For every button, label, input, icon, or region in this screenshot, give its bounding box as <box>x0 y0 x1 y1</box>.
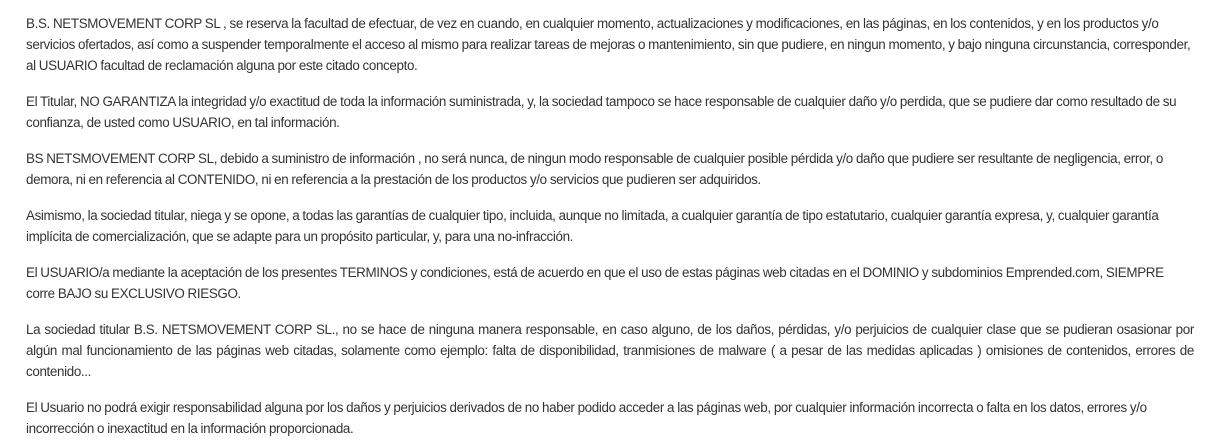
paragraph-user-risk: El USUARIO/a mediante la aceptación de los presentes TERMINOS y condiciones, está de acuerdo en que el uso de estas páginas web citadas en el DOMINIO y subdominios Emprended.com, SIEMPRE corre BAJO su EXCLUSIVO RIESGO. <box>26 265 1164 301</box>
paragraph-warranty-disclaimer: Asimismo, la sociedad titular, niega y se opone, a todas las garantías de cualquier tipo, incluida, aunque no limitada, a cualquier garantía de tipo estatutario, cualquier garantía expresa, y, cualquier garantía implícita de comercialización, que se adapte para un propósito particular, y, para una no-infracción. <box>26 208 1159 244</box>
paragraph-user-claims: El Usuario no podrá exigir responsabilidad alguna por los daños y perjuicios derivados de no haber podido acceder a las páginas web, por cualquier información incorrecta o falta en los datos, errores y/o incorrección o inexactitud en la información proporcionada. <box>26 400 1147 436</box>
paragraph-no-guarantee: El Titular, NO GARANTIZA la integridad y/o exactitud de toda la información suministrada, y, la sociedad tampoco se hace responsable de cualquier daño y/o perdida, que se pudiere dar como resultado de su confianza, de usted como USUARIO, en tal información. <box>26 94 1177 130</box>
paragraph-information-liability: BS NETSMOVEMENT CORP SL, debido a suministro de información , no será nunca, de ningun modo responsable de cualquier posible pérdida y/o daño que pudiere ser resultante de negligencia, error, o demora, ni en referencia al CONTENIDO, ni en referencia a la prestación de los productos y/o servicios que pudieren ser adquiridos. <box>26 151 1163 187</box>
paragraph-damages-liability: La sociedad titular B.S. NETSMOVEMENT CORP SL., no se hace de ninguna manera responsable, en caso alguno, de los daños, pérdidas, y/o perjuicios de cualquier clase que se pudieran osasionar por algún mal funcionamiento de las páginas web citadas, solamente como ejemplo: falta de disponibilidad, tranmisiones de malware ( a pesar de las medidas aplicadas ) omisiones de contenidos, errores de contenido... <box>26 322 1194 379</box>
paragraph-updates-modifications: B.S. NETSMOVEMENT CORP SL , se reserva la facultad de efectuar, de vez en cuando, en cualquier momento, actualizaciones y modificaciones, en las páginas, en los contenidos, y en los productos y/o servicios ofertados, así como a suspender temporalmente el acceso al mismo para realizar tareas de mejoras o mantenimiento, sin que pudiere, en ningun momento, y bajo ninguna circunstancia, corresponder, al USUARIO facultad de reclamación alguna por este citado concepto. <box>26 16 1191 73</box>
